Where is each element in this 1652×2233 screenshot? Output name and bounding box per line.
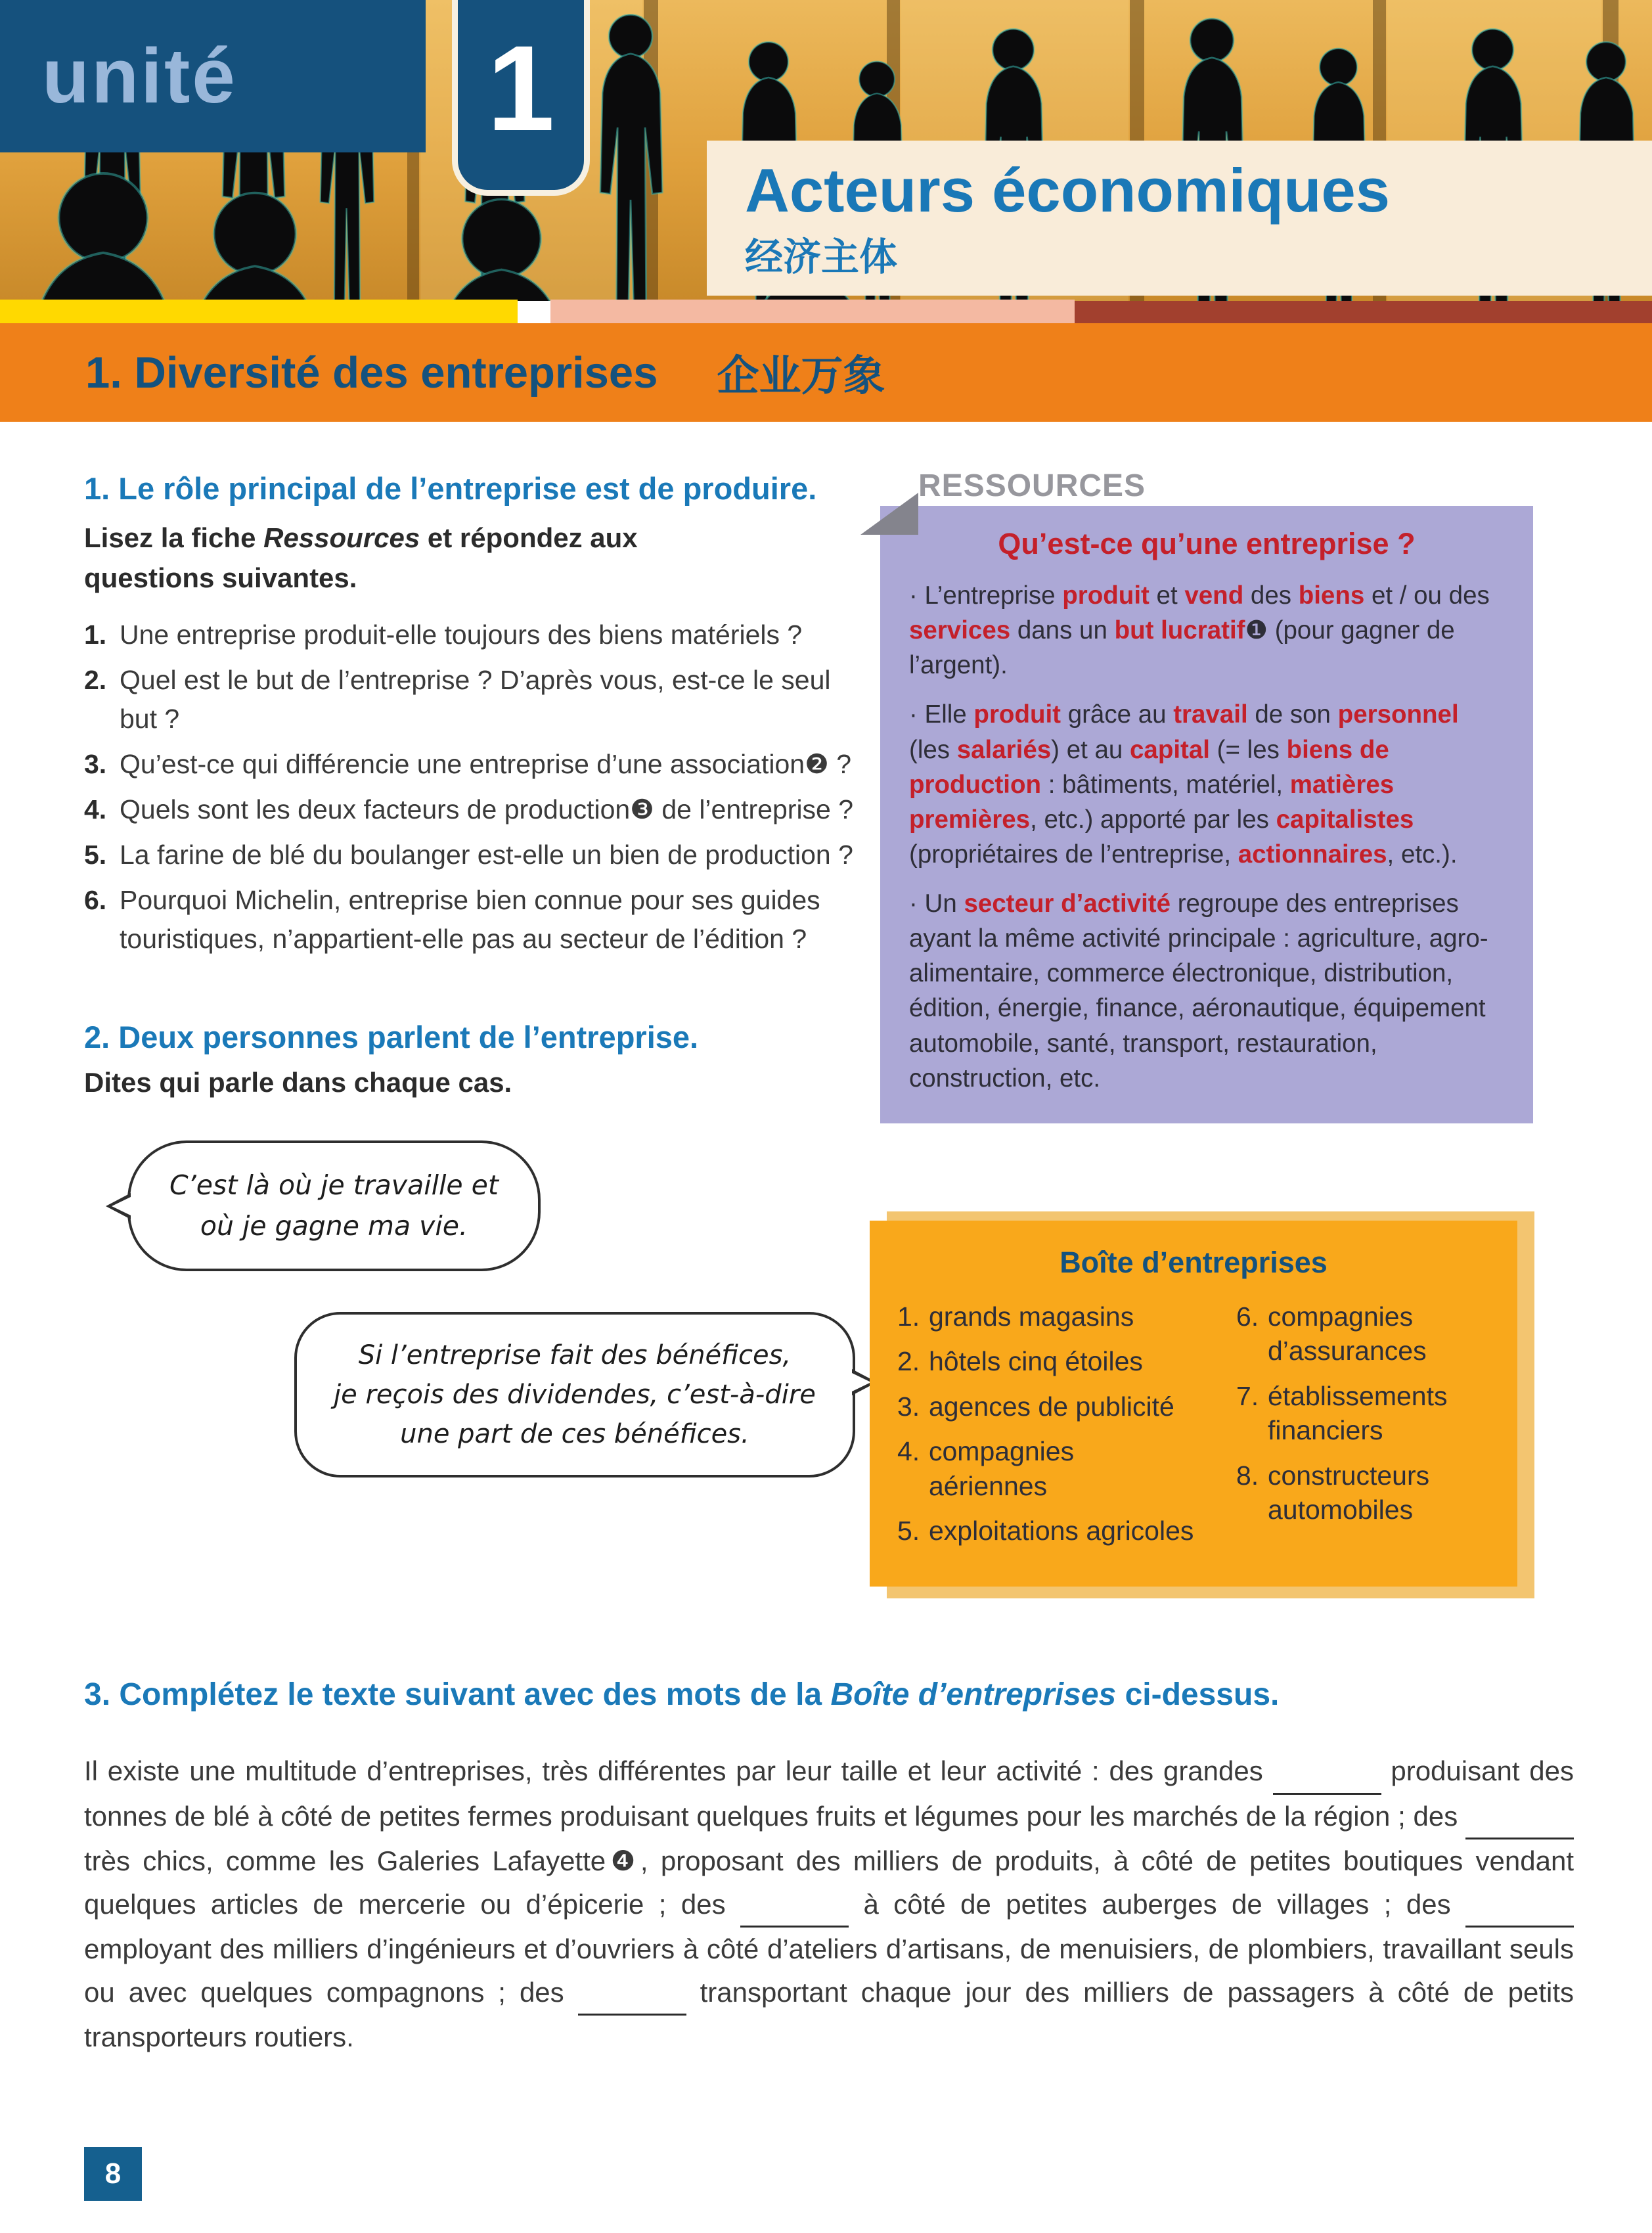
blank-line [1465,1883,1574,1928]
ressources-bullet [909,578,1504,683]
unit-label: unité [42,33,237,120]
text-segment: personnel [1337,700,1459,729]
text-segment: · Elle [909,700,974,729]
text-segment: services [909,616,1011,645]
text-segment: capitalistes [1276,805,1414,834]
item-text-line2: financiers [1268,1415,1383,1446]
activity1-intro [84,518,741,598]
text-segment: actionnaires [1238,840,1387,868]
text-segment: : bâtiments, matériel, [1041,770,1290,799]
item-text: constructeurs [1268,1460,1430,1491]
text-segment: (= les [1209,735,1287,764]
text-segment: des [1243,581,1299,610]
question-text: Pourquoi Michelin, entreprise bien connue pour ses guides touristiques, n’appartient-elle pas au secteur de l’édition ? [120,884,820,954]
text-segment: · Un [909,890,964,918]
text-segment: but lucratif [1114,616,1245,645]
question-number: 5. [84,839,107,870]
question-text: Qu’est-ce qui différencie une entreprise d’une association❷ ? [120,748,852,779]
word-box-item [897,1299,1206,1334]
chapter-title-box [707,141,1652,296]
decor-bar-yellow [0,300,518,323]
text-segment: (les [909,735,957,764]
text-segment: Boîte d’entreprises [830,1677,1117,1712]
item-text-line2: aériennes [929,1470,1048,1501]
question-number: 4. [84,794,107,824]
text-segment: travail [1173,700,1248,729]
word-box [870,1221,1517,1587]
question-item [84,661,866,738]
question-number: 2. [84,664,107,695]
word-box-column-right [1236,1299,1490,1559]
blank-line [578,1971,686,2016]
section-title-zh: 企业万象 [717,352,885,399]
question-item [84,616,866,654]
bubble-tail-icon [112,1196,132,1216]
bubble-text-line: Si l’entreprise fait des bénéfices, [358,1340,792,1371]
text-segment: vend [1184,581,1244,610]
text-segment: très chics, comme les Galeries Lafayette❹, proposant des milliers de produits, à côté de petites boutiques vendant quelques articles de mercerie ou d’épicerie ; des [84,1845,1574,1920]
ressources-label: RESSOURCES [918,468,1146,503]
word-box-item [1236,1379,1490,1448]
question-item [84,836,866,874]
activity3-paragraph [84,1749,1574,2059]
text-segment: regroupe des entreprises ayant la même activité principale : agriculture, agro-alimentaire, commerce électronique, distribution, édition, énergie, finance, aéronautique, équipement automobile, santé, transport, restauration, construction, etc. [909,890,1488,1093]
page-number-badge [84,2147,142,2201]
text-segment: secteur d’activité [964,890,1171,918]
text-segment: grâce au [1061,700,1174,729]
activity2-intro: Dites qui parle dans chaque cas. [84,1067,512,1098]
item-number: 1. [897,1301,920,1332]
item-text: compagnies [1268,1301,1414,1332]
question-number: 1. [84,619,107,650]
item-text: exploitations agricoles [929,1516,1194,1546]
text-segment: et [1149,581,1185,610]
text-segment: · L’entreprise [909,581,1063,610]
activity1-question-list [84,616,866,959]
item-text-line2: automobiles [1268,1495,1414,1525]
item-number: 2. [897,1346,920,1377]
word-box-item [897,1514,1206,1548]
ressources-heading: Qu’est-ce qu’une entreprise ? [998,527,1416,560]
text-segment: ) et au [1051,735,1130,764]
item-number: 8. [1236,1460,1259,1491]
text-segment: , etc.). [1387,840,1458,868]
unit-number: 1 [487,21,555,156]
word-box-item [897,1344,1206,1378]
text-segment: de son [1247,700,1338,729]
bubble-text-line: une part de ces bénéfices. [400,1419,749,1450]
text-segment: employant des milliers d’ingénieurs et d’ouvriers à côté d’ateliers d’artisans, de menuisiers, de plombiers, travaillant seuls ou avec quelques compagnons ; des [84,1933,1574,2008]
text-segment: dans un [1010,616,1115,645]
text-segment: biens [1298,581,1365,610]
item-text-line2: d’assurances [1268,1336,1427,1366]
text-segment: matières premières [909,770,1395,834]
activity3-section [84,1677,1574,2059]
bubble-text-line: où je gagne ma vie. [200,1209,468,1242]
item-text: hôtels cinq étoiles [929,1346,1143,1377]
bubble-text-line: C’est là où je travaille et [169,1169,499,1202]
bubble-text-line: je reçois des dividendes, c’est-à-dire [334,1380,816,1410]
page-number: 8 [104,2157,122,2190]
speech-bubble-employee [127,1140,541,1271]
ressources-bullet [909,697,1504,872]
question-text: La farine de blé du boulanger est-elle un bien de production ? [120,839,853,870]
unit-number-badge [452,0,590,196]
text-segment: Il existe une multitude d’entreprises, très différentes par leur taille et leur activité : des grandes [84,1755,1273,1786]
text-segment: et / ou des [1364,581,1490,610]
text-segment: ❶ (pour gagner de l’argent). [909,616,1455,680]
word-box-column-left [897,1299,1206,1559]
ressources-bullet [909,886,1504,1096]
text-segment: salariés [956,735,1052,764]
question-text: Une entreprise produit-elle toujours des biens matériels ? [120,619,803,650]
ressources-ribbon-icon [860,493,918,535]
blank-line [1273,1749,1381,1795]
item-number: 6. [1236,1301,1259,1332]
bubble-tail-icon [851,1372,871,1392]
word-box-item [897,1434,1206,1503]
unit-banner [0,0,426,152]
text-segment: transportant chaque jour des milliers de passagers à côté de petits transporteurs routiers. [84,1976,1574,2053]
item-number: 4. [897,1436,920,1467]
text-segment: biens de production [909,735,1389,799]
text-segment: , etc.) apporté par les [1030,805,1276,834]
text-segment: à côté de petites auberges de villages ; des [849,1888,1466,1920]
text-segment: produit [1062,581,1150,610]
chapter-title-fr: Acteurs économiques [745,156,1391,225]
word-box-item [1236,1299,1490,1368]
section-title-fr: 1. Diversité des entreprises [85,348,658,397]
word-box-item [897,1389,1206,1424]
blank-line [1465,1795,1574,1840]
item-number: 7. [1236,1380,1259,1411]
question-text: Quel est le but de l’entreprise ? D’après vous, est-ce le seul but ? [120,664,831,734]
word-box-heading: Boîte d’entreprises [1060,1246,1328,1279]
item-number: 3. [897,1391,920,1422]
decor-bar-salmon [550,300,1075,323]
text-segment: et répondez aux questions suivantes. [84,522,638,593]
text-segment: Ressources [263,522,420,553]
item-text: compagnies [929,1436,1075,1467]
question-item [84,881,866,959]
item-text: établissements [1268,1380,1448,1411]
question-number: 6. [84,884,107,915]
question-text: Quels sont les deux facteurs de production❸ de l’entreprise ? [120,794,854,824]
question-item [84,790,866,829]
item-text: grands magasins [929,1301,1134,1332]
item-number: 5. [897,1516,920,1546]
word-box-item [1236,1458,1490,1527]
text-segment: capital [1130,735,1210,764]
text-segment: Lisez la fiche [84,522,264,553]
question-number: 3. [84,748,107,779]
text-segment: (propriétaires de l’entreprise, [909,840,1238,868]
blank-line [740,1883,849,1928]
speech-bubble-shareholder [294,1312,855,1477]
word-box-columns [897,1299,1490,1559]
text-segment: ci-dessus. [1116,1677,1280,1712]
text-segment: produisant des tonnes de blé à côté de petites fermes produisant quelques fruits et légumes pour les marchés de la région ; des [84,1755,1574,1832]
question-item [84,745,866,784]
chapter-title-zh: 经济主体 [745,235,898,279]
left-column [84,470,866,1477]
text-segment: produit [973,700,1061,729]
activity2-heading: 2. Deux personnes parlent de l’entreprise. [84,1020,699,1055]
item-text: agences de publicité [929,1391,1174,1422]
activity1-heading: 1. Le rôle principal de l’entreprise est de produire. [84,471,817,506]
section-title-bar [0,323,1652,422]
ressources-box [880,506,1533,1123]
text-segment: 3. Complétez le texte suivant avec des mots de la [84,1677,831,1712]
activity3-heading [84,1677,1574,1713]
